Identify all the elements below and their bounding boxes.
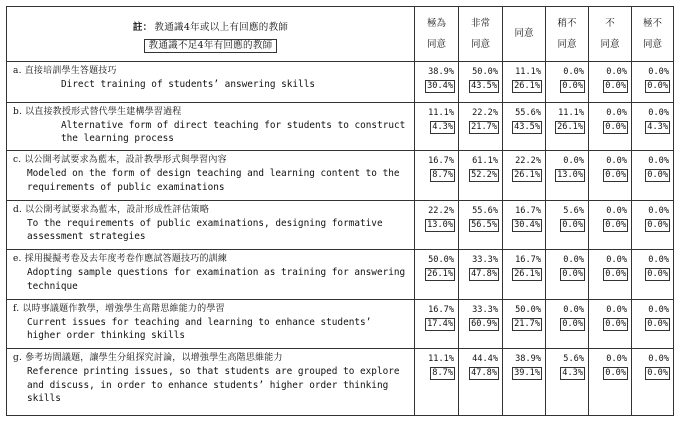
percent-under-4yr: 0.0%: [562, 219, 583, 230]
value-cell: [589, 250, 632, 300]
value-cell: [546, 151, 589, 201]
value-cell: [632, 61, 674, 102]
percent-under-4yr: 13.0%: [557, 170, 583, 181]
value-cell: [503, 299, 546, 349]
percent-4yr-plus: 38.9%: [428, 66, 454, 77]
percent-4yr-plus: 0.0%: [606, 205, 627, 216]
value-cell: [459, 200, 503, 250]
percent-4yr-plus: 0.0%: [606, 156, 627, 167]
item-description: [7, 299, 415, 349]
percent-under-4yr: 26.1%: [514, 170, 540, 181]
percent-4yr-plus: 16.7%: [428, 304, 454, 315]
legend-note: [7, 7, 415, 62]
value-cell: [632, 151, 674, 201]
percent-under-4yr: 0.0%: [605, 121, 626, 132]
item-label-zh: f. 以時事議題作教學，增強學生高階思維能力的學習: [13, 303, 225, 314]
percent-4yr-plus: 50.0%: [428, 255, 454, 266]
column-header-agree: 同意: [503, 7, 546, 62]
item-label-en: Current issues for teaching and learning to enhance students’ higher order thinking skills: [27, 316, 372, 342]
percent-under-4yr: 60.9%: [471, 318, 497, 329]
item-label-zh: c. 以公開考試要求為藍本，設計教學形式與學習內容: [13, 155, 227, 166]
percent-under-4yr: 52.2%: [471, 170, 497, 181]
survey-table: [6, 6, 674, 416]
percent-4yr-plus: 11.1%: [428, 354, 454, 365]
item-label-en: Alternative form of direct teaching for students to construct the learning process: [61, 119, 406, 145]
value-cell: [415, 102, 459, 150]
value-cell: [415, 349, 459, 416]
column-header-slightly-disagree: 稍不 同意: [546, 7, 589, 62]
percent-4yr-plus: 16.7%: [515, 205, 541, 216]
item-description: [7, 349, 415, 416]
percent-under-4yr: 47.8%: [471, 368, 497, 379]
percent-4yr-plus: 22.2%: [515, 156, 541, 167]
percent-4yr-plus: 16.7%: [515, 255, 541, 266]
percent-under-4yr: 4.3%: [432, 121, 453, 132]
percent-4yr-plus: 0.0%: [606, 354, 627, 365]
percent-4yr-plus: 0.0%: [563, 66, 584, 77]
survey-row: [7, 151, 674, 201]
percent-under-4yr: 26.1%: [557, 121, 583, 132]
percent-under-4yr: 17.4%: [427, 318, 453, 329]
percent-under-4yr: 47.8%: [471, 269, 497, 280]
value-cell: [546, 349, 589, 416]
item-label-en: Reference printing issues, so that students are grouped to explore and discuss, in order to enhance students’ higher order thinking skills: [27, 366, 400, 405]
column-header-disagree: 不 同意: [589, 7, 632, 62]
percent-4yr-plus: 0.0%: [648, 205, 669, 216]
item-description: [7, 102, 415, 150]
percent-under-4yr: 0.0%: [605, 368, 626, 379]
percent-under-4yr: 0.0%: [562, 80, 583, 91]
percent-under-4yr: 21.7%: [471, 121, 497, 132]
percent-under-4yr: 30.4%: [427, 80, 453, 91]
value-cell: [459, 299, 503, 349]
percent-under-4yr: 21.7%: [514, 318, 540, 329]
percent-under-4yr: 0.0%: [647, 80, 668, 91]
note-line-4yr-plus: 教通識4年或以上有回應的教師: [154, 21, 289, 33]
percent-4yr-plus: 0.0%: [648, 156, 669, 167]
survey-row: [7, 61, 674, 102]
percent-4yr-plus: 0.0%: [648, 354, 669, 365]
percent-under-4yr: 0.0%: [605, 269, 626, 280]
value-cell: [632, 250, 674, 300]
note-label: 註：: [132, 21, 153, 33]
percent-4yr-plus: 50.0%: [515, 304, 541, 315]
item-description: [7, 151, 415, 201]
item-description: [7, 250, 415, 300]
item-label-en: Modeled on the form of design teaching and learning content to the requirements of public examinations: [27, 168, 400, 193]
value-cell: [459, 250, 503, 300]
percent-under-4yr: 26.1%: [514, 269, 540, 280]
percent-4yr-plus: 0.0%: [606, 107, 627, 118]
item-description: [7, 61, 415, 102]
percent-under-4yr: 43.5%: [471, 80, 497, 91]
value-cell: [503, 200, 546, 250]
percent-4yr-plus: 0.0%: [563, 156, 584, 167]
value-cell: [503, 250, 546, 300]
percent-under-4yr: 0.0%: [647, 219, 668, 230]
value-cell: [415, 200, 459, 250]
value-cell: [546, 200, 589, 250]
percent-4yr-plus: 50.0%: [472, 66, 498, 77]
percent-4yr-plus: 0.0%: [648, 66, 669, 77]
survey-row: [7, 102, 674, 150]
percent-4yr-plus: 33.3%: [472, 255, 498, 266]
percent-under-4yr: 0.0%: [605, 318, 626, 329]
note-line-under-4yr: 教通識不足4年有回應的教師: [144, 39, 278, 53]
value-cell: [632, 299, 674, 349]
percent-4yr-plus: 55.6%: [515, 107, 541, 118]
value-cell: [589, 61, 632, 102]
value-cell: [415, 250, 459, 300]
item-label-en: Adopting sample questions for examination as training for answering technique: [27, 267, 406, 292]
item-label-en: Direct training of students’ answering skills: [61, 78, 315, 90]
percent-4yr-plus: 22.2%: [428, 205, 454, 216]
value-cell: [546, 61, 589, 102]
percent-4yr-plus: 38.9%: [515, 354, 541, 365]
value-cell: [415, 151, 459, 201]
percent-under-4yr: 30.4%: [514, 219, 540, 230]
header-row: [7, 7, 674, 62]
percent-under-4yr: 8.7%: [432, 368, 453, 379]
percent-4yr-plus: 0.0%: [606, 66, 627, 77]
percent-under-4yr: 0.0%: [647, 318, 668, 329]
value-cell: [459, 151, 503, 201]
column-header-very-agree: 非常 同意: [459, 7, 503, 62]
value-cell: [415, 299, 459, 349]
value-cell: [632, 200, 674, 250]
value-cell: [459, 102, 503, 150]
item-label-zh: e. 採用擬擬考卷及去年度考卷作應試答題技巧的訓練: [13, 254, 228, 265]
item-label-zh: g. 參考坊間議題，讓學生分組探究討論，以增強學生高階思維能力: [13, 353, 283, 364]
percent-under-4yr: 0.0%: [647, 368, 668, 379]
percent-4yr-plus: 0.0%: [648, 304, 669, 315]
percent-4yr-plus: 33.3%: [472, 304, 498, 315]
value-cell: [503, 151, 546, 201]
value-cell: [632, 102, 674, 150]
percent-under-4yr: 0.0%: [605, 80, 626, 91]
value-cell: [632, 349, 674, 416]
percent-4yr-plus: 16.7%: [428, 156, 454, 167]
percent-under-4yr: 0.0%: [647, 269, 668, 280]
percent-4yr-plus: 0.0%: [563, 255, 584, 266]
value-cell: [589, 299, 632, 349]
value-cell: [546, 299, 589, 349]
percent-4yr-plus: 22.2%: [472, 107, 498, 118]
value-cell: [503, 349, 546, 416]
value-cell: [546, 250, 589, 300]
percent-under-4yr: 39.1%: [514, 368, 540, 379]
percent-4yr-plus: 0.0%: [648, 107, 669, 118]
value-cell: [589, 151, 632, 201]
percent-4yr-plus: 55.6%: [472, 205, 498, 216]
percent-under-4yr: 0.0%: [562, 318, 583, 329]
column-header-strongly-disagree: 極不 同意: [632, 7, 674, 62]
percent-under-4yr: 0.0%: [605, 219, 626, 230]
percent-4yr-plus: 61.1%: [472, 156, 498, 167]
value-cell: [459, 349, 503, 416]
item-label-en: To the requirements of public examinations, designing formative assessment strategies: [27, 217, 383, 243]
percent-under-4yr: 26.1%: [427, 269, 453, 280]
percent-under-4yr: 13.0%: [427, 219, 453, 230]
percent-under-4yr: 4.3%: [647, 121, 668, 132]
survey-row: [7, 349, 674, 416]
percent-4yr-plus: 11.1%: [558, 107, 584, 118]
survey-rows: [7, 61, 674, 415]
survey-row: [7, 200, 674, 250]
percent-4yr-plus: 44.4%: [472, 354, 498, 365]
percent-under-4yr: 4.3%: [562, 368, 583, 379]
value-cell: [546, 102, 589, 150]
column-header-strongly-agree: 極為 同意: [415, 7, 459, 62]
percent-under-4yr: 43.5%: [514, 121, 540, 132]
percent-4yr-plus: 5.6%: [563, 354, 584, 365]
value-cell: [415, 61, 459, 102]
item-label-zh: d. 以公開考試要求為藍本，設計形成性評估策略: [13, 204, 210, 215]
survey-row: [7, 250, 674, 300]
item-description: [7, 200, 415, 250]
value-cell: [589, 102, 632, 150]
value-cell: [589, 349, 632, 416]
item-label-zh: b. 以直接教授形式替代學生建構學習過程: [13, 106, 182, 117]
percent-under-4yr: 0.0%: [647, 170, 668, 181]
percent-4yr-plus: 5.6%: [563, 205, 584, 216]
survey-row: [7, 299, 674, 349]
percent-4yr-plus: 11.1%: [515, 66, 541, 77]
value-cell: [503, 61, 546, 102]
value-cell: [459, 61, 503, 102]
percent-4yr-plus: 0.0%: [606, 304, 627, 315]
percent-under-4yr: 56.5%: [471, 219, 497, 230]
percent-4yr-plus: 0.0%: [606, 255, 627, 266]
percent-under-4yr: 8.7%: [432, 170, 453, 181]
percent-4yr-plus: 11.1%: [428, 107, 454, 118]
percent-4yr-plus: 0.0%: [648, 255, 669, 266]
percent-under-4yr: 0.0%: [562, 269, 583, 280]
value-cell: [503, 102, 546, 150]
value-cell: [589, 200, 632, 250]
item-label-zh: a. 直接培訓學生答題技巧: [13, 65, 117, 76]
percent-4yr-plus: 0.0%: [563, 304, 584, 315]
percent-under-4yr: 26.1%: [514, 80, 540, 91]
percent-under-4yr: 0.0%: [605, 170, 626, 181]
